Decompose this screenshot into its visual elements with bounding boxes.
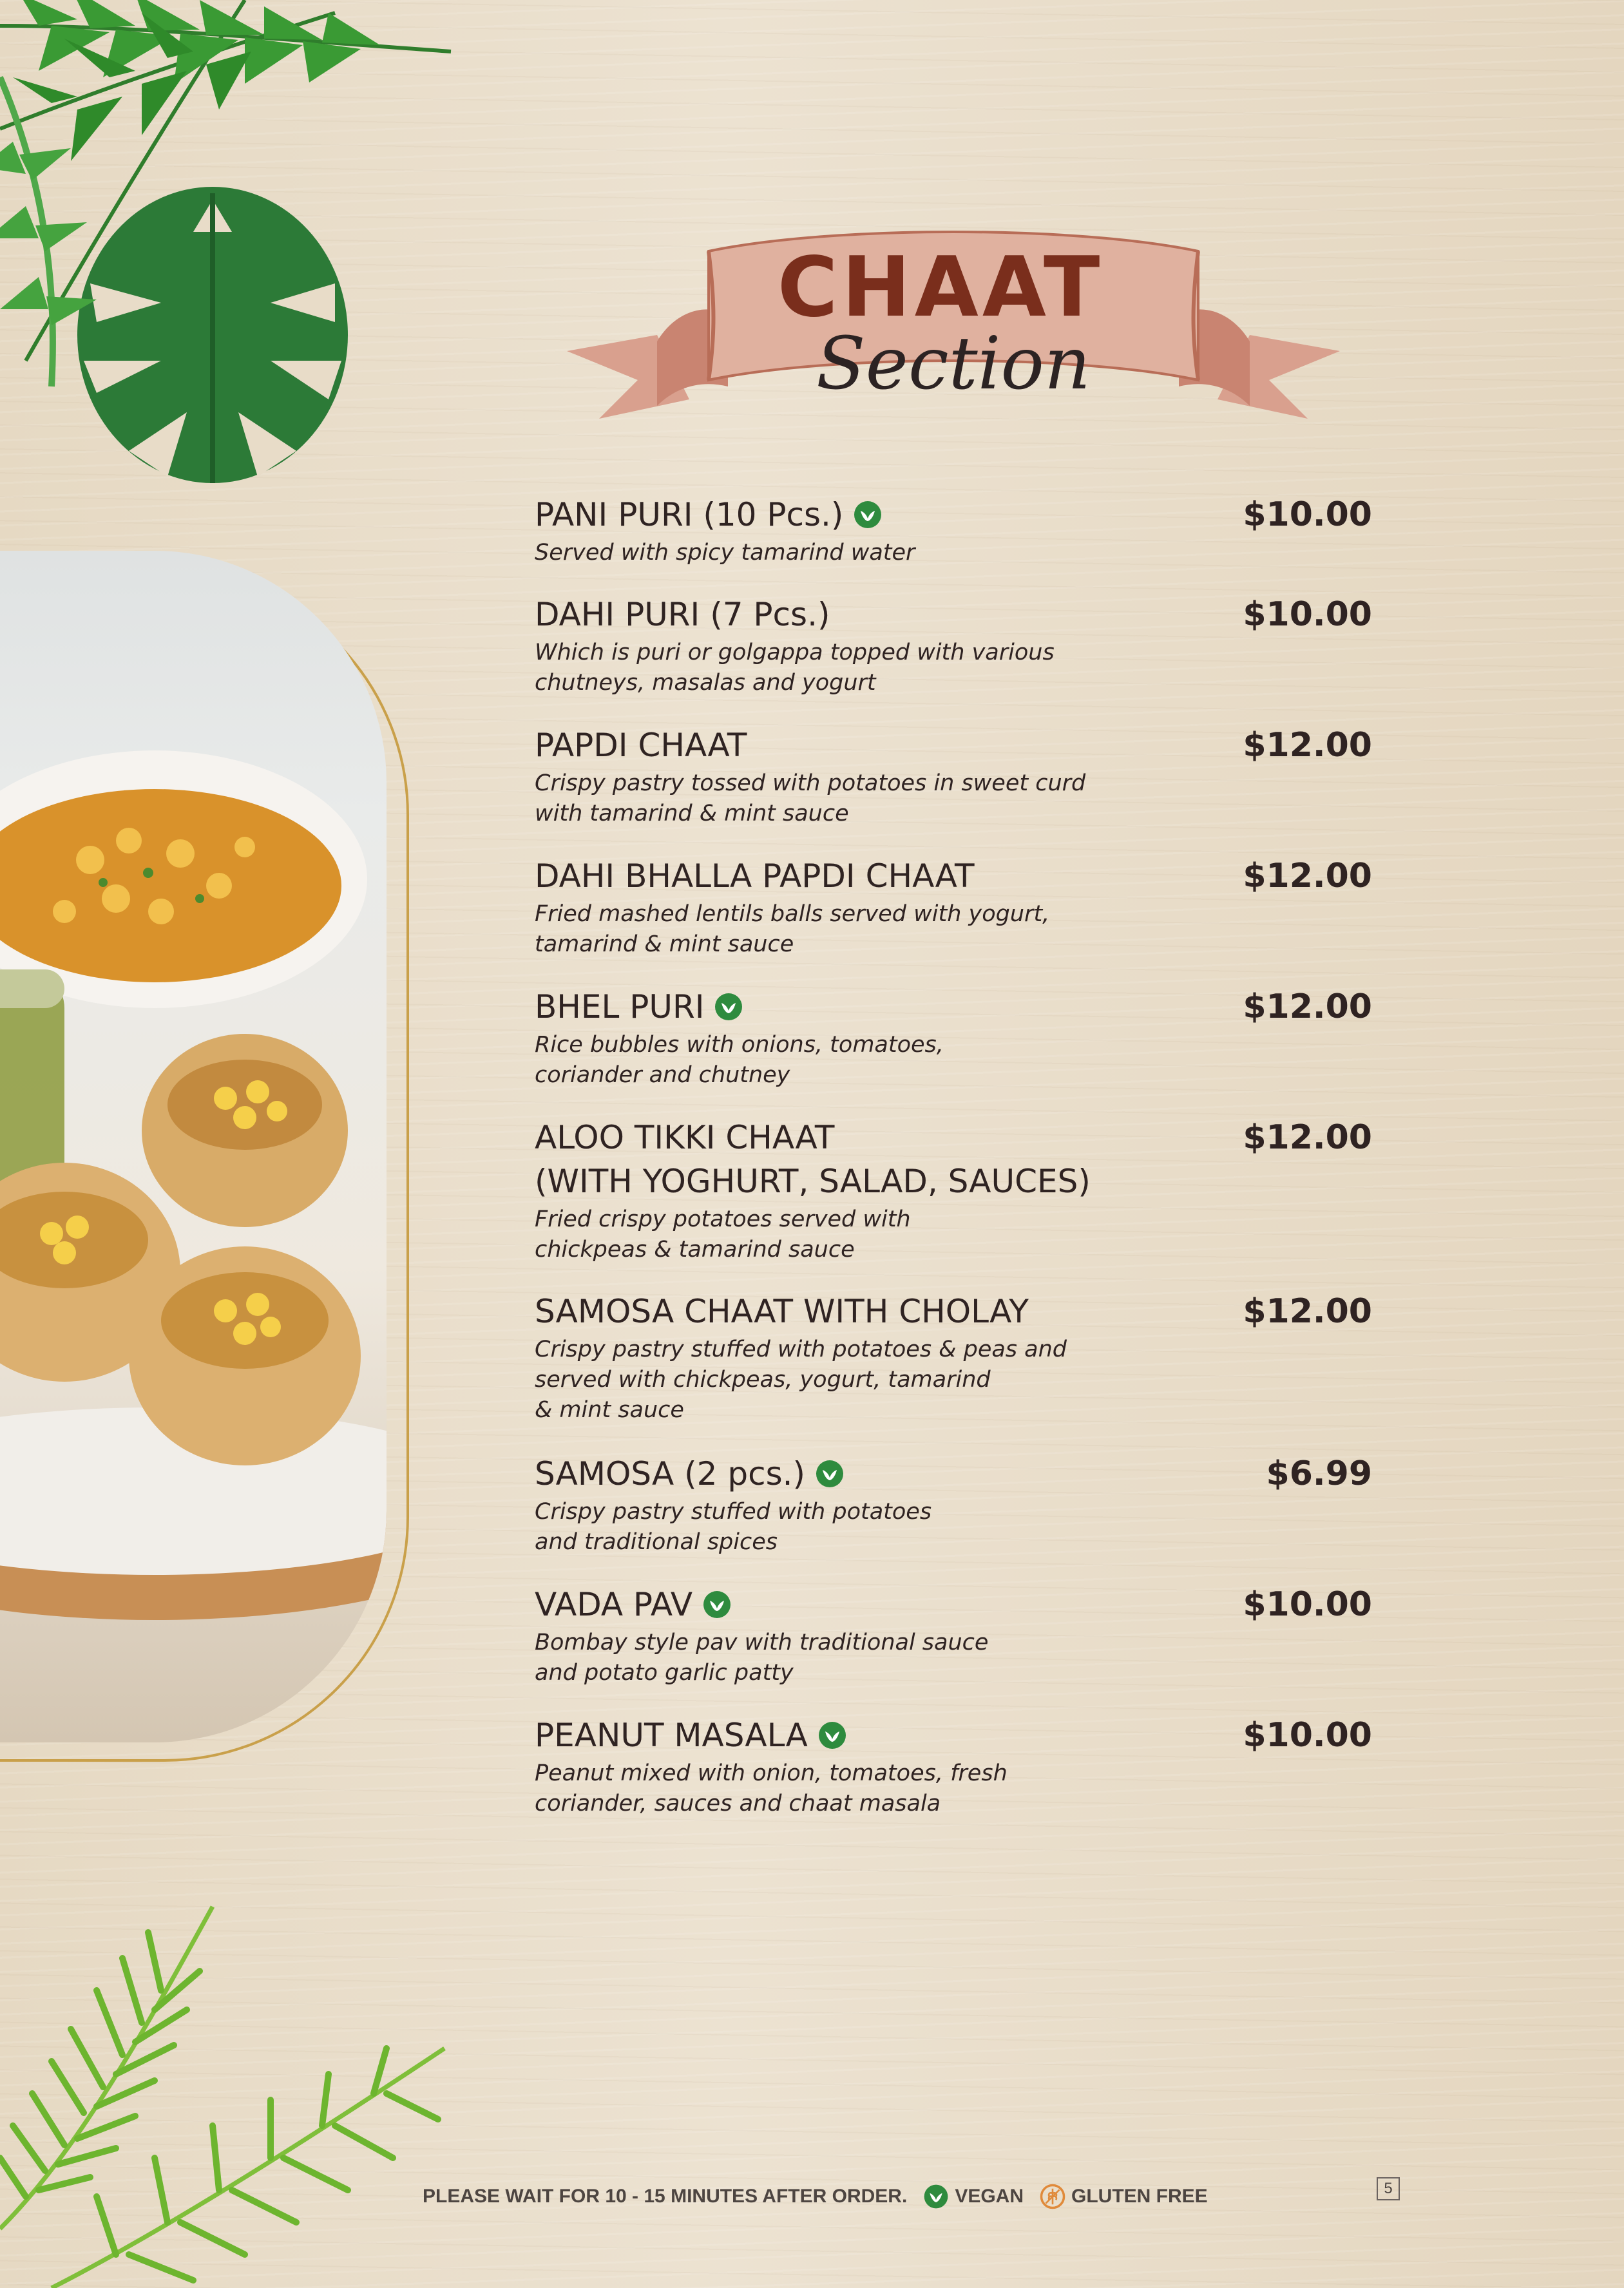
item-description-line: with tamarind & mint sauce bbox=[535, 801, 849, 826]
menu-item-vada-pav bbox=[535, 1583, 1372, 1713]
vegan-leaf-icon bbox=[817, 1720, 848, 1751]
item-name-line: ALOO TIKKI CHAAT bbox=[535, 1119, 835, 1156]
item-name: PAPDI CHAAT bbox=[535, 727, 747, 764]
item-description-line: and potato garlic patty bbox=[535, 1660, 794, 1686]
item-price: $12.00 bbox=[1243, 1118, 1372, 1157]
item-name: SAMOSA (2 pcs.) bbox=[535, 1455, 806, 1492]
vegan-leaf-icon bbox=[713, 991, 744, 1022]
item-name-line: (WITH YOGHURT, SALAD, SAUCES) bbox=[535, 1163, 1091, 1200]
item-description-line: coriander, sauces and chaat masala bbox=[535, 1791, 941, 1816]
item-description-line: chickpeas & tamarind sauce bbox=[535, 1237, 855, 1263]
section-title: CHAAT bbox=[777, 240, 1104, 336]
menu-item-pani-puri bbox=[535, 493, 1372, 593]
item-description-line: chutneys, masalas and yogurt bbox=[535, 670, 876, 696]
item-description-line: Crispy pastry tossed with potatoes in sweet curd bbox=[535, 770, 1086, 796]
item-price: $12.00 bbox=[1243, 726, 1372, 765]
footer-note bbox=[423, 2174, 1260, 2219]
item-price: $12.00 bbox=[1243, 987, 1372, 1026]
item-name: VADA PAV bbox=[535, 1586, 693, 1623]
vegan-leaf-icon bbox=[702, 1589, 732, 1620]
gluten-free-icon bbox=[1039, 2183, 1066, 2210]
item-description-line: Peanut mixed with onion, tomatoes, fresh bbox=[535, 1760, 1008, 1786]
item-description-line: served with chickpeas, yogurt, tamarind bbox=[535, 1367, 991, 1393]
pani-puri-photo bbox=[0, 551, 387, 1742]
item-price: $10.00 bbox=[1243, 1585, 1372, 1624]
item-description-line: Rice bubbles with onions, tomatoes, bbox=[535, 1032, 944, 1058]
menu-item-papdi-chaat bbox=[535, 723, 1372, 854]
item-description-line: Fried crispy potatoes served with bbox=[535, 1206, 911, 1232]
item-name: SAMOSA CHAAT WITH CHOLAY bbox=[535, 1293, 1029, 1330]
item-description-line: tamarind & mint sauce bbox=[535, 931, 794, 957]
item-description-line: and traditional spices bbox=[535, 1529, 778, 1555]
menu-item-dahi-bhalla-papdi-chaat bbox=[535, 854, 1372, 985]
item-description-line: Crispy pastry stuffed with potatoes & peas and bbox=[535, 1337, 1067, 1362]
menu-item-samosa-chaat-with-cholay bbox=[535, 1290, 1372, 1452]
palm-leaves-bottom-illustration bbox=[0, 1894, 464, 2288]
menu-item-aloo-tikki-chaat bbox=[535, 1116, 1372, 1290]
item-price: $6.99 bbox=[1266, 1454, 1372, 1493]
vegan-legend-label: VEGAN bbox=[955, 2186, 1024, 2207]
menu-item-samosa bbox=[535, 1452, 1372, 1583]
item-description-line: Bombay style pav with traditional sauce bbox=[535, 1630, 989, 1655]
item-name: PANI PURI (10 Pcs.) bbox=[535, 496, 844, 533]
item-price: $10.00 bbox=[1243, 495, 1372, 534]
gluten-free-legend bbox=[1039, 2183, 1208, 2210]
item-price: $10.00 bbox=[1243, 595, 1372, 634]
item-description: Served with spicy tamarind water bbox=[535, 540, 915, 566]
item-price: $12.00 bbox=[1243, 857, 1372, 895]
menu-list bbox=[535, 493, 1372, 1844]
section-subtitle: Section bbox=[816, 322, 1091, 406]
item-description-line: coriander and chutney bbox=[535, 1062, 790, 1088]
vegan-leaf-icon bbox=[922, 2183, 950, 2210]
palm-leaves-top-illustration bbox=[0, 0, 464, 490]
item-name: PEANUT MASALA bbox=[535, 1717, 808, 1754]
vegan-leaf-icon bbox=[814, 1458, 845, 1489]
menu-item-peanut-masala bbox=[535, 1713, 1372, 1844]
gluten-free-legend-label: GLUTEN FREE bbox=[1071, 2186, 1208, 2207]
item-price: $12.00 bbox=[1243, 1292, 1372, 1331]
page-number: 5 bbox=[1377, 2177, 1400, 2200]
item-description-line: Which is puri or golgappa topped with various bbox=[535, 640, 1055, 665]
item-description-line: Fried mashed lentils balls served with yogurt, bbox=[535, 901, 1050, 927]
item-description-line: Crispy pastry stuffed with potatoes bbox=[535, 1499, 932, 1525]
item-name: DAHI BHALLA PAPDI CHAAT bbox=[535, 857, 975, 895]
item-name: DAHI PURI (7 Pcs.) bbox=[535, 596, 830, 633]
item-name: BHEL PURI bbox=[535, 988, 705, 1025]
menu-item-dahi-puri bbox=[535, 593, 1372, 723]
menu-item-bhel-puri bbox=[535, 985, 1372, 1116]
item-description-line: & mint sauce bbox=[535, 1397, 684, 1423]
vegan-leaf-icon bbox=[852, 499, 883, 530]
vegan-legend bbox=[922, 2183, 1024, 2210]
item-price: $10.00 bbox=[1243, 1716, 1372, 1755]
order-wait-notice: PLEASE WAIT FOR 10 - 15 MINUTES AFTER ORDER. bbox=[423, 2186, 908, 2207]
